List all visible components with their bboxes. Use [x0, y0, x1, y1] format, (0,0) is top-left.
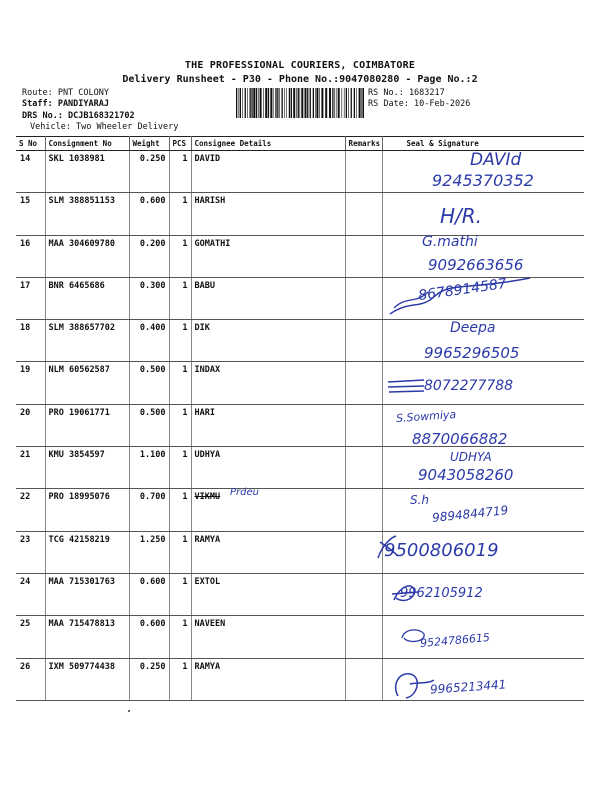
row-consignment-no: NLM 60562587 [45, 362, 129, 404]
row-consignment-no: BNR 6465686 [45, 277, 129, 319]
handwritten-name: S.Sowmiya [395, 407, 457, 426]
row-consignee: EXTOL [191, 573, 345, 615]
row-remarks [345, 320, 382, 362]
row-pcs: 1 [169, 320, 191, 362]
row-pcs: 1 [169, 489, 191, 531]
barcode-bar [313, 88, 314, 118]
row-remarks [345, 193, 382, 235]
row-pcs: 1 [169, 235, 191, 277]
row-sno: 17 [16, 277, 45, 319]
barcode-bar [277, 88, 278, 118]
row-weight: 0.700 [129, 489, 169, 531]
rs-date: RS Date: 10-Feb-2026 [368, 99, 471, 109]
row-consignee: DIK [191, 320, 345, 362]
col-consignee: Consignee Details [191, 137, 345, 151]
barcode-bar [298, 88, 299, 118]
row-sno: 25 [16, 616, 45, 658]
row-seal-signature [382, 193, 584, 235]
row-consignment-no: MAA 715478813 [45, 616, 129, 658]
barcode-bar [351, 88, 352, 118]
row-sno: 23 [16, 531, 45, 573]
row-consignment-no: IXM 509774438 [45, 658, 129, 700]
handwritten-phone: 8072277788 [424, 378, 514, 394]
row-consignment-no: TCG 42158219 [45, 531, 129, 573]
rs-number: RS No.: 1683217 [368, 88, 445, 98]
barcode-bar [336, 88, 337, 118]
barcode-bar [245, 88, 246, 118]
barcode-bar [361, 88, 362, 118]
barcode-bar [315, 88, 316, 118]
barcode-bar [305, 88, 307, 118]
handwritten-note: Prdeu [230, 487, 259, 498]
row-consignee: VIKMU [191, 489, 345, 531]
barcode-bar [356, 88, 357, 118]
row-consignee: GOMATHI [191, 235, 345, 277]
handwritten-phone: 8678914587 [417, 275, 508, 305]
row-weight: 0.250 [129, 658, 169, 700]
table-row [16, 193, 584, 235]
row-weight: 0.250 [129, 151, 169, 193]
row-consignee: INDAX [191, 362, 345, 404]
row-remarks [345, 235, 382, 277]
row-consignment-no: PRO 18995076 [45, 489, 129, 531]
barcode-bar [270, 88, 272, 118]
barcode-bar [268, 88, 269, 118]
row-consignee: HARISH [191, 193, 345, 235]
table-row [16, 531, 584, 573]
barcode-bar [282, 88, 283, 118]
row-pcs: 1 [169, 658, 191, 700]
row-weight: 0.600 [129, 573, 169, 615]
row-sno: 18 [16, 320, 45, 362]
handwritten-phone: 9965296505 [424, 344, 520, 362]
barcode-bar [321, 88, 323, 118]
barcode-bar [310, 88, 311, 118]
handwritten-name: Deepa [450, 320, 496, 336]
row-sno: 14 [16, 151, 45, 193]
table-row [16, 573, 584, 615]
barcode-bar [251, 88, 252, 118]
barcode-bar [286, 88, 287, 118]
barcode-bar [332, 88, 333, 118]
handwritten-phone: 9500806019 [384, 540, 499, 561]
barcode-bar [263, 88, 264, 118]
row-weight: 0.500 [129, 362, 169, 404]
row-remarks [345, 658, 382, 700]
row-pcs: 1 [169, 573, 191, 615]
barcode-bar [300, 88, 301, 118]
col-pcs: PCS [169, 137, 191, 151]
barcode-bar [325, 88, 327, 118]
col-remarks: Remarks [345, 137, 382, 151]
row-pcs: 1 [169, 193, 191, 235]
barcode-bar [329, 88, 331, 118]
row-remarks [345, 151, 382, 193]
company-name: THE PROFESSIONAL COURIERS, COIMBATORE [184, 60, 416, 71]
row-sno: 24 [16, 573, 45, 615]
row-weight: 1.100 [129, 447, 169, 489]
barcode-bar [354, 88, 355, 118]
row-remarks [345, 447, 382, 489]
barcode-bar [256, 88, 257, 118]
barcode-bar [359, 88, 361, 118]
row-consignment-no: MAA 715301763 [45, 573, 129, 615]
row-pcs: 1 [169, 447, 191, 489]
handwritten-name: UDHYA [450, 450, 492, 464]
row-consignee: UDHYA [191, 447, 345, 489]
col-consignment: Consignment No [45, 137, 129, 151]
row-sno: 21 [16, 447, 45, 489]
row-sno: 26 [16, 658, 45, 700]
barcode-bar [239, 88, 240, 118]
row-sno: 15 [16, 193, 45, 235]
barcode-bar [362, 88, 364, 118]
barcode-bar [296, 88, 297, 118]
barcode-bar [316, 88, 318, 118]
col-signature: Seal & Signature [382, 137, 584, 151]
row-remarks [345, 489, 382, 531]
drs-number: DRS No.: DCJB168321702 [22, 111, 135, 121]
handwritten-name: DAVId [470, 150, 522, 170]
row-weight: 0.200 [129, 235, 169, 277]
barcode-bar [301, 88, 303, 118]
barcode [236, 88, 364, 118]
barcode-bar [247, 88, 248, 118]
vehicle-label: Vehicle: Two Wheeler Delivery [30, 122, 179, 132]
row-consignment-no: PRO 19061771 [45, 404, 129, 446]
row-consignment-no: SLM 388657702 [45, 320, 129, 362]
table-row [16, 616, 584, 658]
barcode-bar [344, 88, 345, 118]
signature-scribble [390, 578, 420, 608]
handwritten-phone: 9965213441 [429, 677, 507, 697]
barcode-bar [342, 88, 343, 118]
signature-scribble [398, 626, 430, 646]
row-weight: 0.300 [129, 277, 169, 319]
handwritten-phone: 9245370352 [432, 171, 534, 190]
barcode-bar [279, 88, 280, 118]
col-weight: Weight [129, 137, 169, 151]
barcode-bar [334, 88, 335, 118]
barcode-bar [291, 88, 292, 118]
row-weight: 0.600 [129, 193, 169, 235]
handwritten-phone: 9043058260 [418, 466, 514, 484]
row-consignee: RAMYA [191, 658, 345, 700]
barcode-bar [273, 88, 274, 118]
barcode-bar [258, 88, 259, 118]
row-sno: 22 [16, 489, 45, 531]
row-consignment-no: SKL 1038981 [45, 151, 129, 193]
barcode-bar [260, 88, 262, 118]
row-weight: 0.500 [129, 404, 169, 446]
barcode-bar [289, 88, 290, 118]
signature-scribble [388, 666, 438, 706]
row-consignment-no: SLM 388851153 [45, 193, 129, 235]
barcode-bar [236, 88, 237, 118]
scratch-out-mark [386, 376, 426, 398]
handwritten-phone: 8870066882 [412, 430, 508, 448]
row-weight: 1.250 [129, 531, 169, 573]
barcode-bar [275, 88, 276, 118]
handwritten-signature: S.h [410, 493, 430, 507]
handwritten-phone: 9894844719 [431, 503, 509, 525]
row-remarks [345, 573, 382, 615]
handwritten-phone: 9524786615 [419, 630, 491, 651]
row-pcs: 1 [169, 277, 191, 319]
runsheet-table [16, 136, 584, 701]
row-remarks [345, 362, 382, 404]
row-sno: 19 [16, 362, 45, 404]
handwritten-signature: H/R. [440, 204, 483, 228]
row-consignee: NAVEEN [191, 616, 345, 658]
row-consignee: RAMYA [191, 531, 345, 573]
barcode-bar [253, 88, 255, 118]
col-sno: S No [16, 137, 45, 151]
barcode-bar [284, 88, 285, 118]
row-consignee: DAVID [191, 151, 345, 193]
handwritten-phone: 9092663656 [428, 256, 524, 274]
row-sno: 16 [16, 235, 45, 277]
barcode-bar [319, 88, 320, 118]
row-sno: 20 [16, 404, 45, 446]
row-weight: 0.600 [129, 616, 169, 658]
barcode-bar [346, 88, 347, 118]
barcode-bar [250, 88, 251, 118]
row-pcs: 1 [169, 151, 191, 193]
barcode-bar [338, 88, 340, 118]
row-consignee: BABU [191, 277, 345, 319]
barcode-bar [307, 88, 308, 118]
row-remarks [345, 616, 382, 658]
stray-dot [128, 710, 130, 712]
runsheet-title: Delivery Runsheet - P30 - Phone No.:9047080280 - Page No.:2 [122, 74, 478, 85]
row-pcs: 1 [169, 531, 191, 573]
barcode-bar [293, 88, 295, 118]
row-weight: 0.400 [129, 320, 169, 362]
barcode-bar [265, 88, 267, 118]
row-pcs: 1 [169, 404, 191, 446]
barcode-bar [348, 88, 349, 118]
row-remarks [345, 277, 382, 319]
route-label: Route: PNT COLONY [22, 88, 109, 98]
signature-scribble [372, 532, 402, 562]
row-pcs: 1 [169, 616, 191, 658]
barcode-bar [240, 88, 241, 118]
staff-label: Staff: PANDIYARAJ [22, 99, 109, 109]
signature-scribble [380, 270, 540, 320]
row-consignment-no: MAA 304609780 [45, 235, 129, 277]
barcode-bar [242, 88, 243, 118]
row-remarks [345, 404, 382, 446]
row-consignee: HARI [191, 404, 345, 446]
handwritten-phone: 9962105912 [400, 586, 483, 601]
row-consignment-no: KMU 3854597 [45, 447, 129, 489]
row-pcs: 1 [169, 362, 191, 404]
table-header-row [16, 137, 584, 151]
handwritten-name: G.mathi [422, 234, 478, 250]
